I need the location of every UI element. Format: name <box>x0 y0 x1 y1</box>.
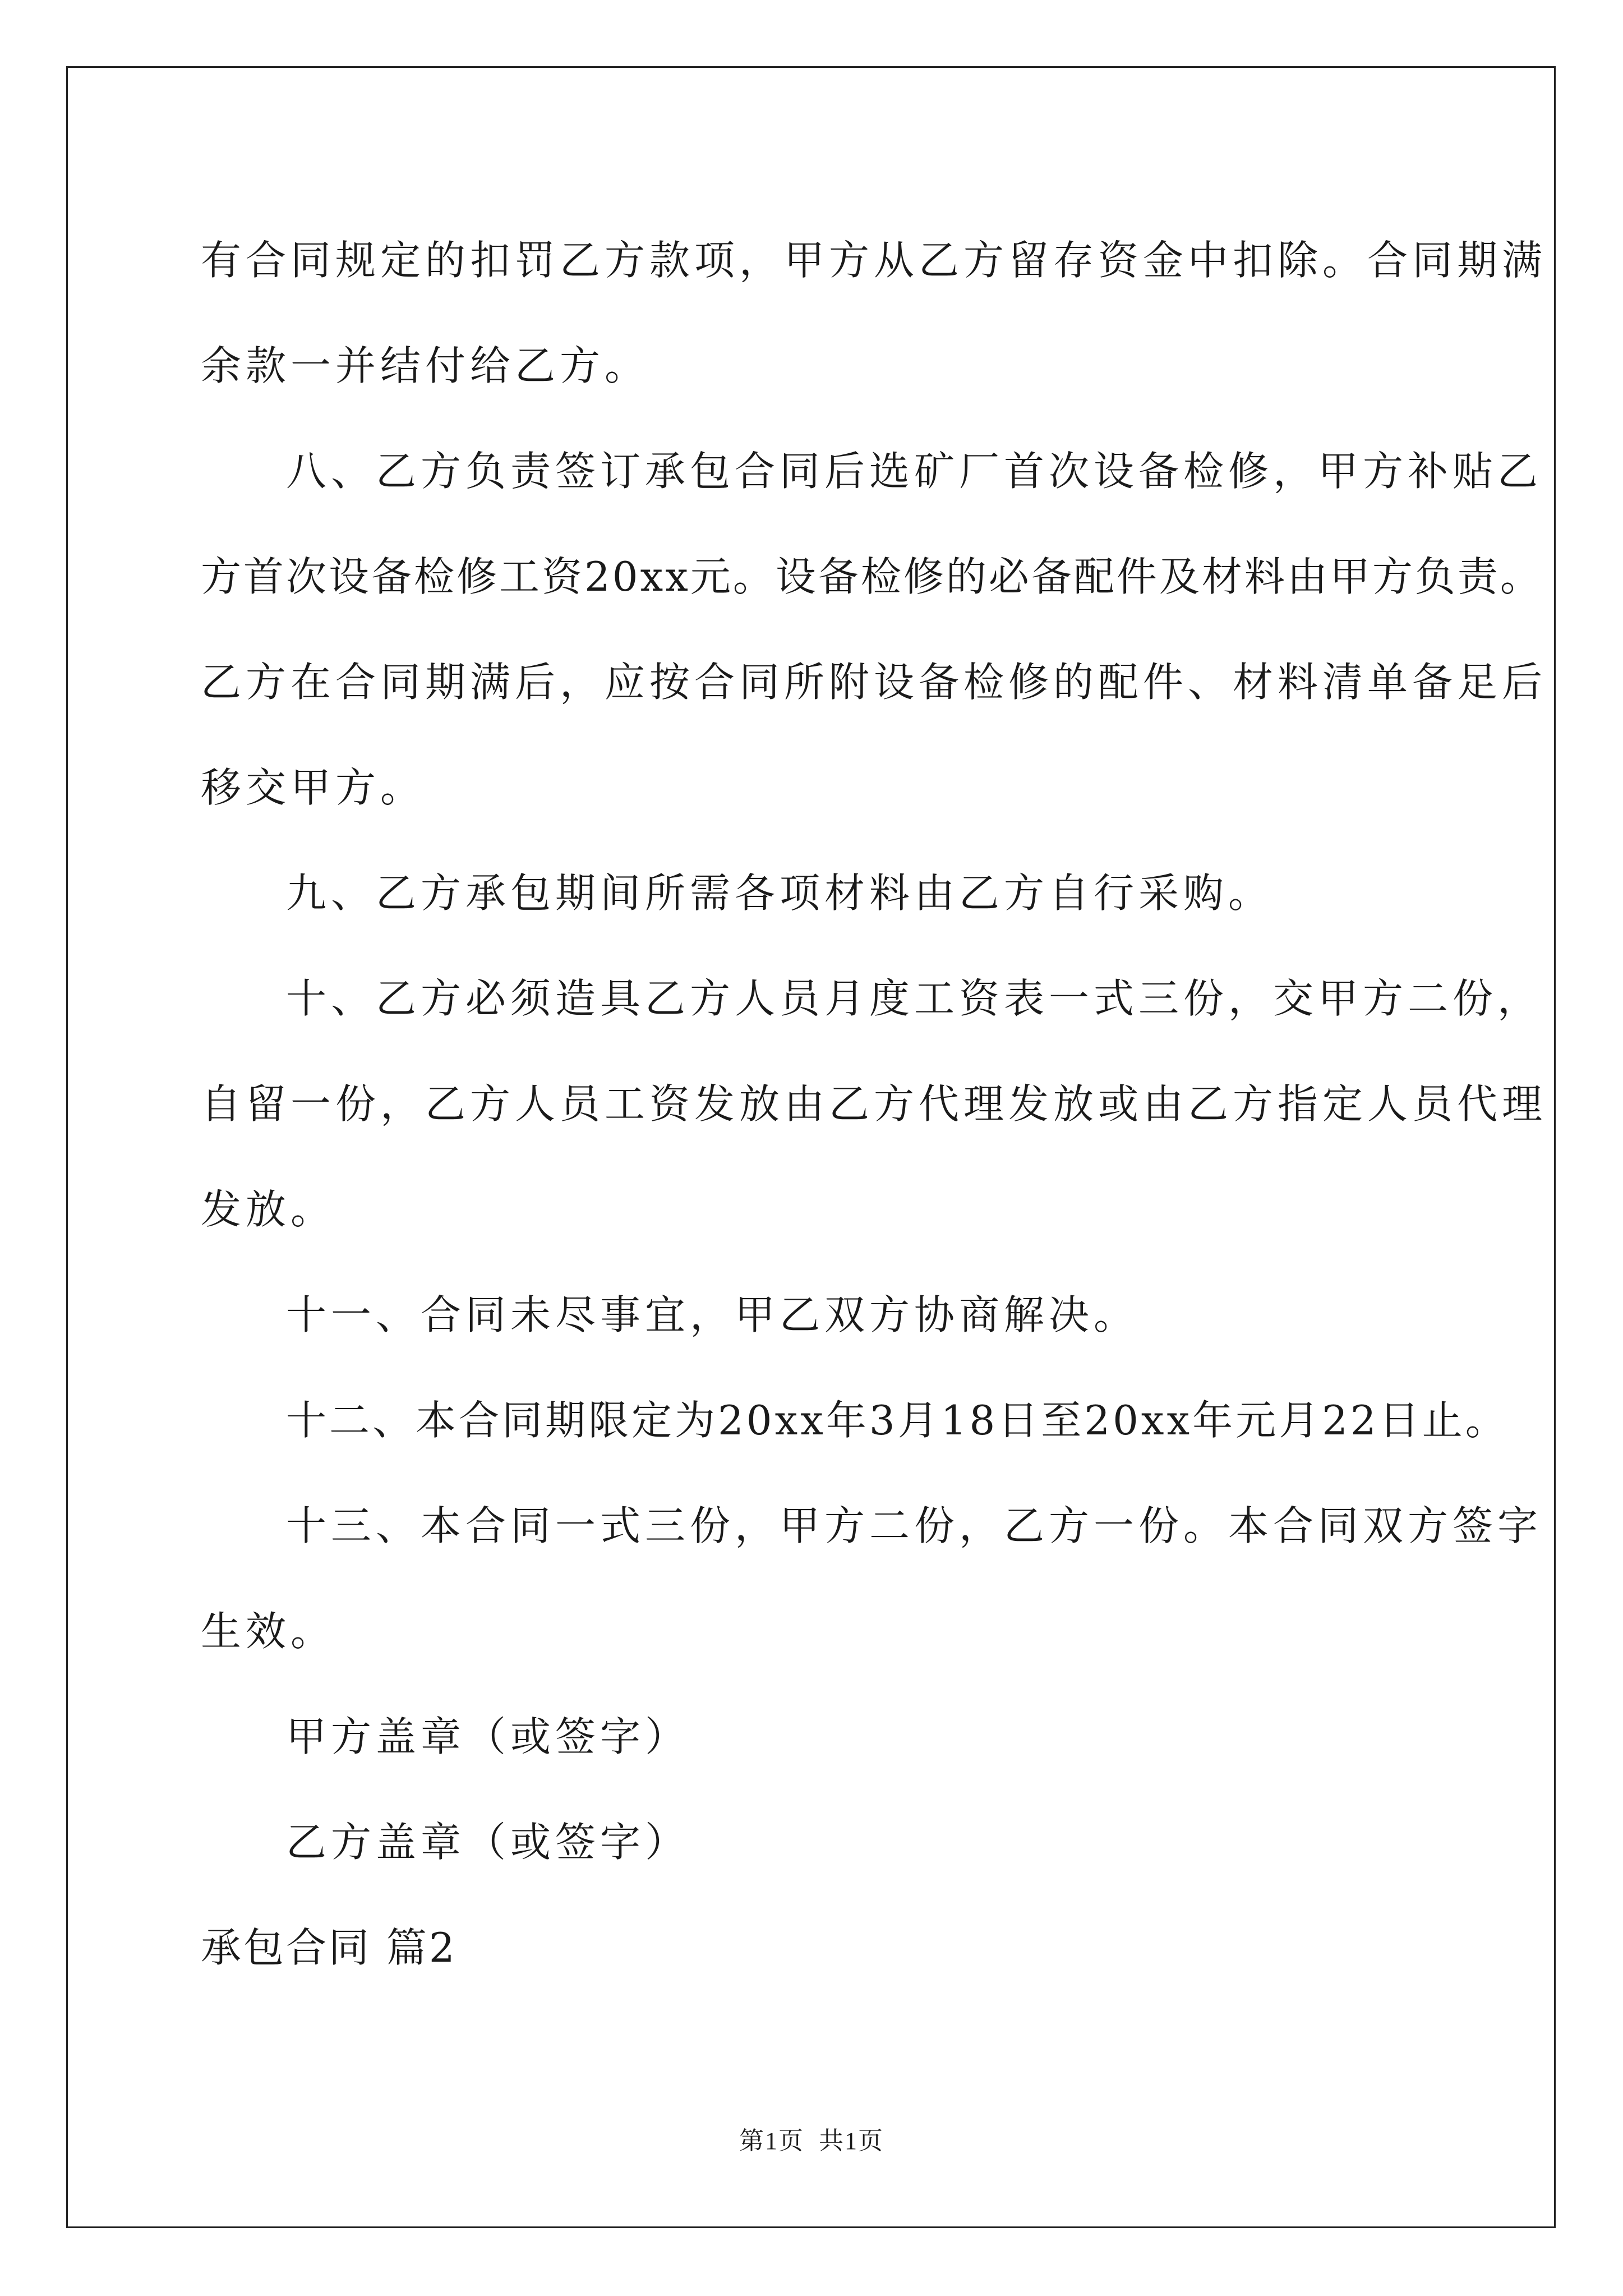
clause-8-line: 方首次设备检修工资20xx元。设备检修的必备配件及材料由甲方负责。 <box>201 553 1543 600</box>
clause-13-line: 十三、本合同一式三份，甲方二份，乙方一份。本合同双方签字 <box>286 1502 1543 1549</box>
clause-11: 十一、合同未尽事宜，甲乙双方协商解决。 <box>286 1291 1139 1338</box>
section-heading: 承包合同 篇2 <box>201 1924 457 1971</box>
paragraph-line: 余款一并结付给乙方。 <box>201 342 650 389</box>
clause-10-line: 十、乙方必须造具乙方人员月度工资表一式三份，交甲方二份， <box>286 975 1543 1022</box>
paragraph-line: 有合同规定的扣罚乙方款项，甲方从乙方留存资金中扣除。合同期满 <box>201 237 1547 284</box>
clause-8-line: 移交甲方。 <box>201 764 426 811</box>
party-b-signature: 乙方盖章（或签字） <box>286 1819 690 1866</box>
clause-8-line: 乙方在合同期满后，应按合同所附设备检修的配件、材料清单备足后 <box>201 659 1547 706</box>
clause-9: 九、乙方承包期间所需各项材料由乙方自行采购。 <box>286 869 1274 917</box>
clause-12: 十二、本合同期限定为20xx年3月18日至20xx年元月22日止。 <box>286 1397 1509 1444</box>
party-a-signature: 甲方盖章（或签字） <box>286 1713 690 1760</box>
clause-13-line: 生效。 <box>201 1608 336 1655</box>
clause-10-line: 发放。 <box>201 1186 336 1233</box>
clause-8-line: 八、乙方负责签订承包合同后选矿厂首次设备检修，甲方补贴乙 <box>286 448 1543 495</box>
document-body <box>201 208 1547 2000</box>
clause-10-line: 自留一份，乙方人员工资发放由乙方代理发放或由乙方指定人员代理 <box>201 1080 1547 1128</box>
page-number-footer: 第1页 共1页 <box>739 2127 884 2155</box>
